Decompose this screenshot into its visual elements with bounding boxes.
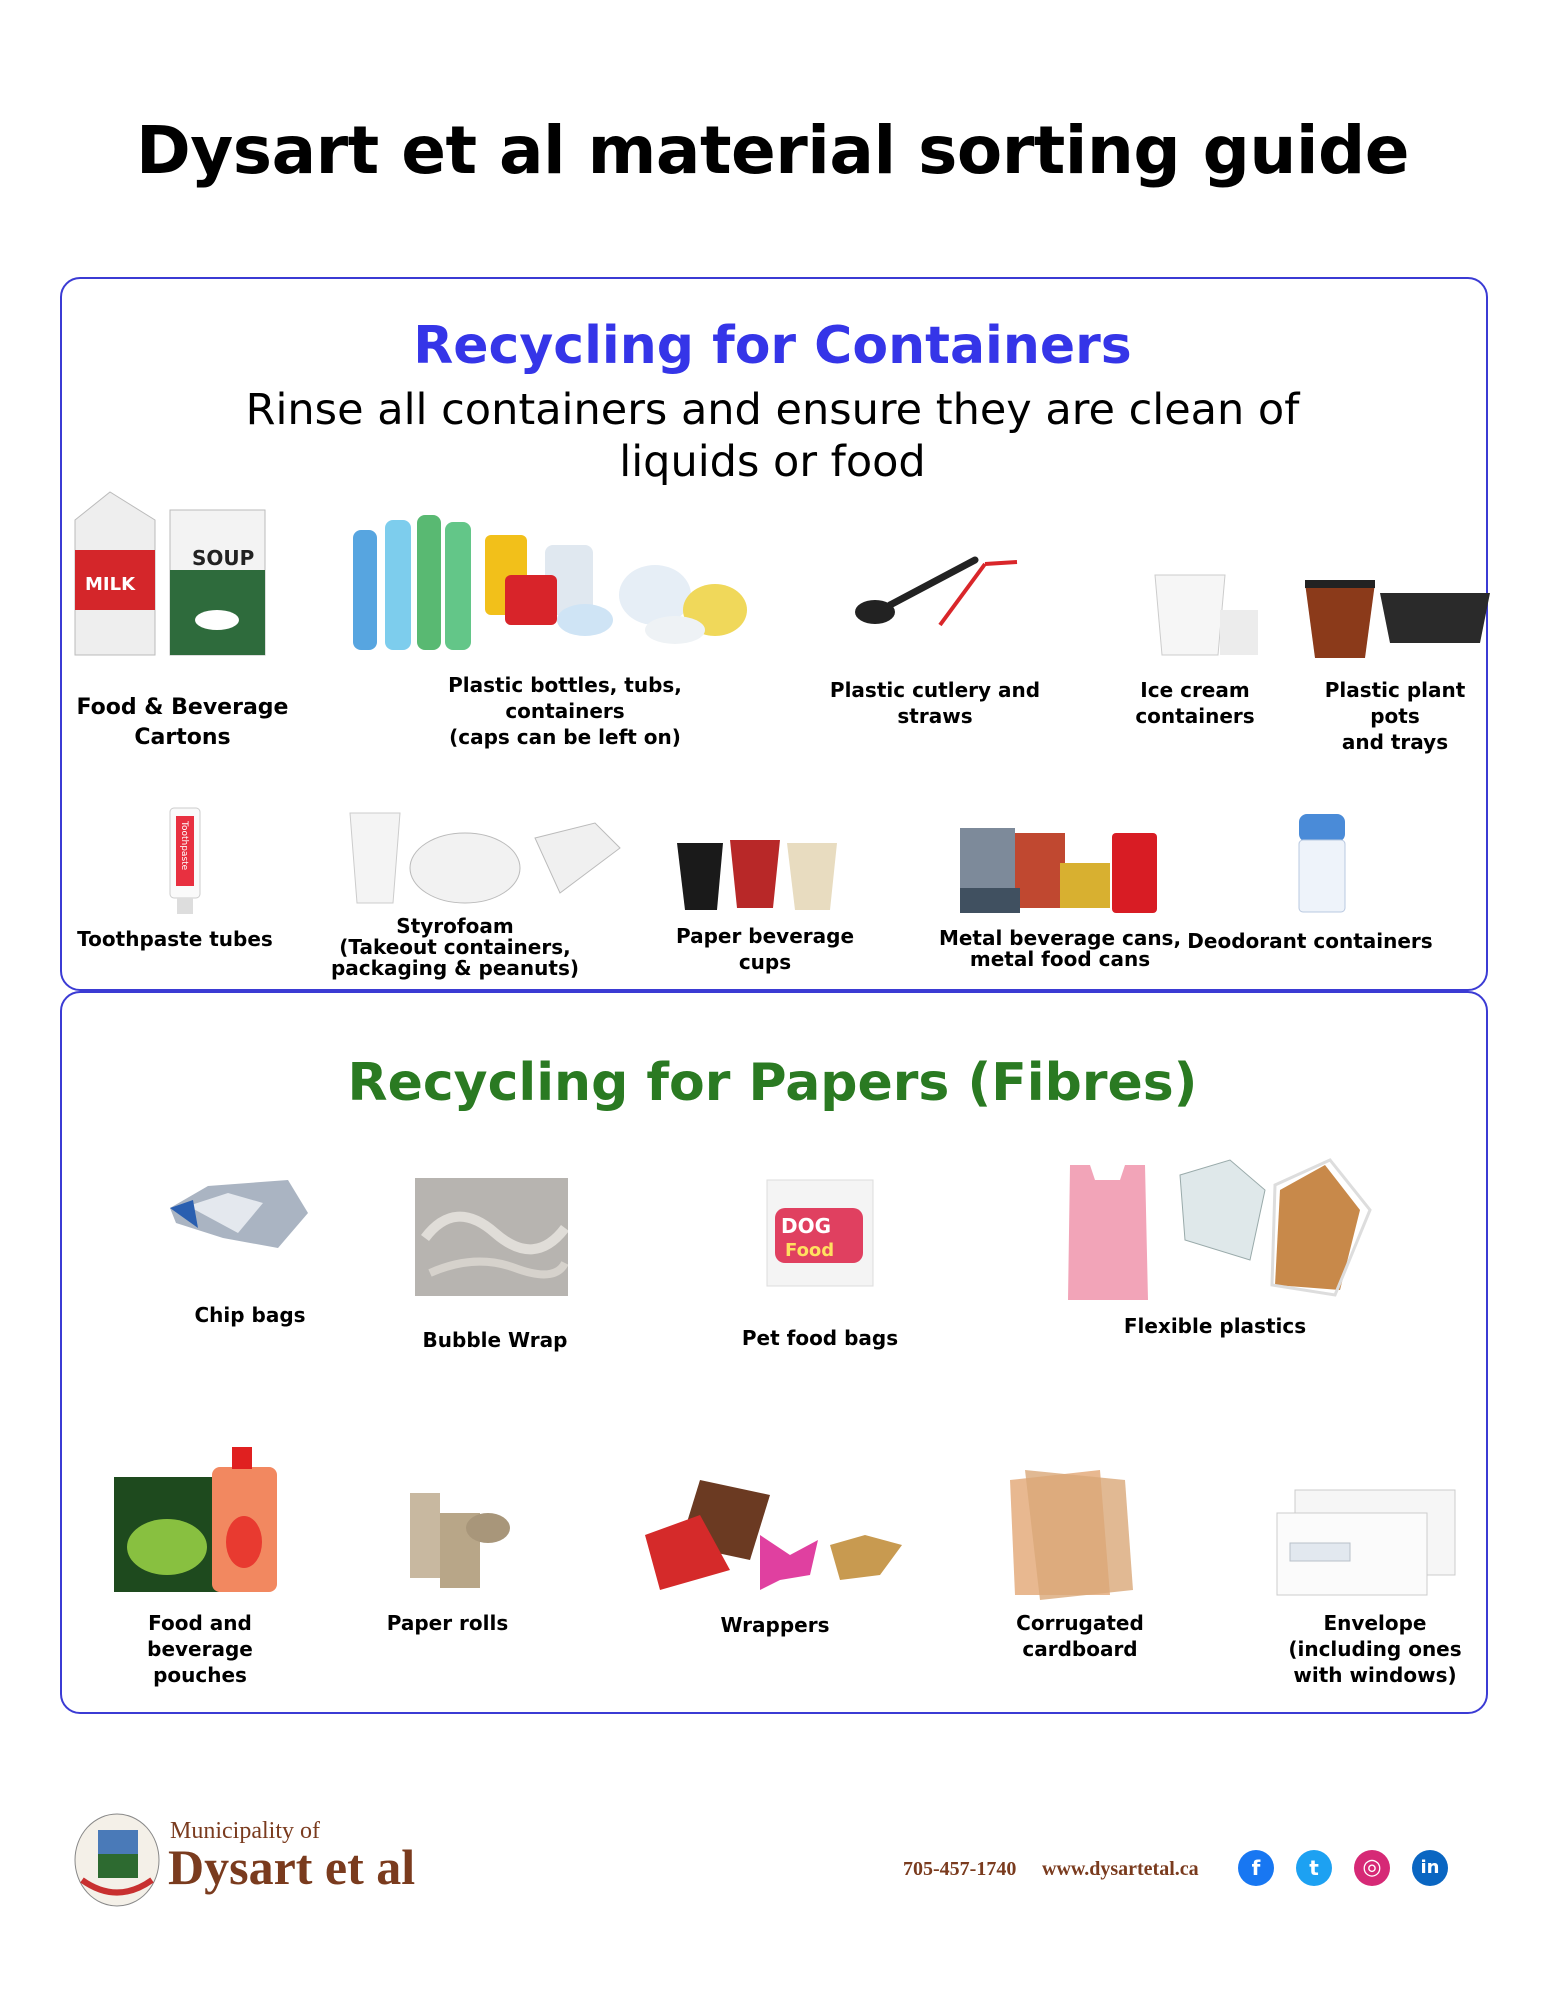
- toothpaste-tube-icon: [160, 806, 210, 916]
- linkedin-icon[interactable]: in: [1412, 1850, 1448, 1886]
- cardboard-icon: [1005, 1465, 1135, 1600]
- paper-rolls-icon: [400, 1488, 520, 1593]
- ice-cream-container-icon: [1150, 570, 1260, 660]
- instagram-icon[interactable]: ◎: [1354, 1850, 1390, 1886]
- municipality-name: Dysart et al: [168, 1839, 416, 1895]
- municipal-crest-icon: [70, 1810, 165, 1910]
- metal-cans-icon: [955, 823, 1165, 918]
- item-label: Paper rolls: [386, 1611, 509, 1635]
- page-title: Dysart et al material sorting guide: [136, 112, 1409, 189]
- bubble-wrap-icon: [415, 1178, 568, 1296]
- deodorant-icon: [1295, 812, 1350, 915]
- item-label: Pet food bags: [741, 1326, 899, 1350]
- item-label: Food & Beverage Cartons: [76, 695, 289, 750]
- item-label: Envelope (including ones with windows): [1288, 1611, 1462, 1687]
- papers-heading: Recycling for Papers (Fibres): [347, 1053, 1198, 1113]
- svg-text:Food: Food: [785, 1240, 835, 1261]
- containers-heading: Recycling for Containers: [413, 316, 1132, 376]
- wrappers-icon: [640, 1475, 905, 1605]
- pet-food-bag-icon: [765, 1178, 875, 1288]
- website-link[interactable]: www.dysartetal.ca: [1042, 1858, 1199, 1880]
- pouch-icon: [112, 1447, 282, 1597]
- svg-text:MILK: MILK: [85, 574, 136, 595]
- item-label: Flexible plastics: [1123, 1314, 1307, 1338]
- phone-number: 705-457-1740: [903, 1858, 1017, 1880]
- item-label: Wrappers: [720, 1613, 830, 1637]
- svg-text:DOG: DOG: [781, 1214, 832, 1238]
- item-label: Plastic plant pots and trays: [1324, 678, 1466, 754]
- styrofoam-icon: [345, 808, 625, 908]
- item-label: Corrugated cardboard: [1016, 1611, 1144, 1661]
- plant-pot-icon: [1300, 578, 1490, 663]
- item-label: Bubble Wrap: [422, 1328, 568, 1352]
- item-label: Chip bags: [194, 1303, 306, 1327]
- item-label: Styrofoam (Takeout containers, packaging & peanuts): [330, 914, 580, 980]
- item-label: Plastic cutlery and straws: [829, 678, 1041, 728]
- svg-text:SOUP: SOUP: [192, 546, 255, 570]
- item-label: Metal beverage cans, metal food cans: [938, 926, 1182, 971]
- item-label: Deodorant containers: [1187, 929, 1433, 953]
- chip-bag-icon: [168, 1178, 310, 1250]
- plastic-bottles-icon: [345, 510, 785, 655]
- flexible-plastics-icon: [1060, 1150, 1390, 1300]
- municipality-small-text: Municipality of: [170, 1818, 320, 1844]
- svg-text:Toothpaste: Toothpaste: [179, 821, 189, 871]
- cutlery-straw-icon: [845, 550, 1025, 630]
- milk-carton-icon: [70, 490, 275, 660]
- item-label: Plastic bottles, tubs, containers (caps can be left on): [448, 673, 682, 749]
- item-label: Ice cream containers: [1135, 678, 1255, 728]
- item-label: Paper beverage cups: [675, 924, 855, 974]
- twitter-icon[interactable]: t: [1296, 1850, 1332, 1886]
- envelope-icon: [1275, 1488, 1460, 1598]
- containers-subtitle: Rinse all containers and ensure they are clean of liquids or food: [245, 385, 1300, 487]
- item-label: Toothpaste tubes: [77, 927, 273, 951]
- paper-cups-icon: [675, 838, 850, 913]
- item-label: Food and beverage pouches: [147, 1611, 253, 1687]
- facebook-icon[interactable]: f: [1238, 1850, 1274, 1886]
